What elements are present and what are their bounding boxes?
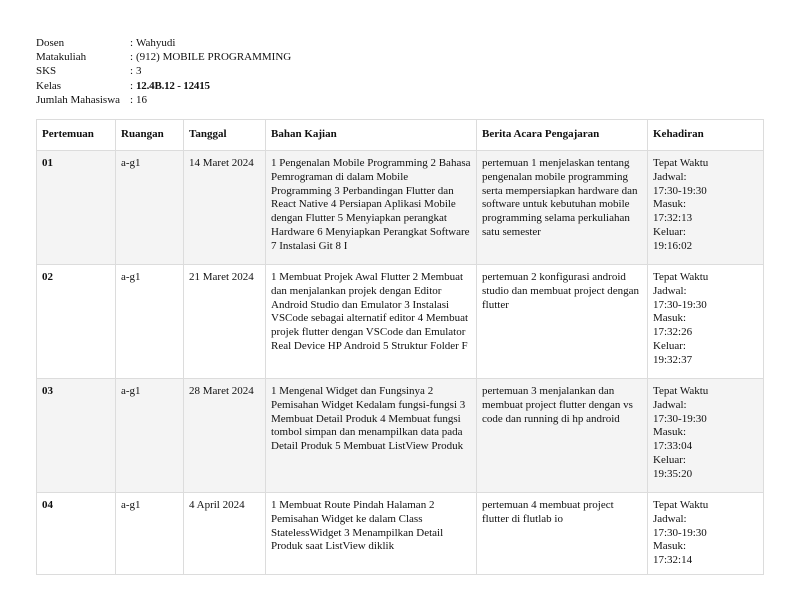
kehadiran-keluar: 19:32:37 — [653, 353, 693, 366]
info-label: Dosen — [36, 37, 65, 49]
kehadiran-keluar-label: Keluar: — [653, 225, 686, 238]
info-separator: : — [130, 93, 134, 106]
cell-ruangan: a-g1 — [116, 379, 184, 493]
header-ruangan: Ruangan — [116, 120, 184, 151]
cell-tanggal: 21 Maret 2024 — [184, 265, 266, 379]
cell-tanggal: 4 April 2024 — [184, 493, 266, 575]
cell-kehadiran — [648, 493, 764, 575]
cell-tanggal: 14 Maret 2024 — [184, 151, 266, 265]
kehadiran-masuk: 17:32:14 — [653, 554, 693, 567]
info-label: Jumlah Mahasiswa — [36, 93, 121, 106]
table-header-row — [37, 120, 764, 151]
kehadiran-jadwal: 17:30-19:30 — [653, 526, 707, 539]
kehadiran-jadwal: 17:30-19:30 — [653, 184, 707, 197]
kehadiran-keluar: 19:35:20 — [653, 467, 693, 480]
cell-pertemuan: 02 — [37, 265, 116, 379]
cell-pertemuan: 04 — [37, 493, 116, 575]
cell-pertemuan: 03 — [37, 379, 116, 493]
kehadiran-masuk-label: Masuk: — [653, 198, 686, 211]
header-kehadiran: Kehadiran — [648, 120, 764, 151]
info-value-dosen: Wahyudi — [136, 37, 176, 49]
cell-berita-acara: pertemuan 1 menjelaskan tentang pengenalan mobile programming serta mempersiapkan hardware dan software untuk kebutuhan mobile programming selama perkuliahan satu semester — [477, 151, 648, 265]
kehadiran-jadwal: 17:30-19:30 — [653, 298, 707, 311]
cell-bahan-kajian: 1 Mengenal Widget dan Fungsinya 2 Pemisahan Widget Kedalam fungsi-fungsi 3 Membuat Detail Produk 4 Membuat fungsi tombol simpan dan menampilkan data pada Detail Produk 5 Membuat ListView Produk — [266, 379, 477, 493]
kehadiran-masuk: 17:32:13 — [653, 212, 693, 225]
info-row-matakuliah — [36, 50, 291, 64]
attendance-table — [36, 119, 764, 575]
header-pertemuan: Pertemuan — [37, 120, 116, 151]
info-separator: : — [130, 79, 134, 92]
header-tanggal: Tanggal — [184, 120, 266, 151]
cell-kehadiran — [648, 151, 764, 265]
kehadiran-status: Tepat Waktu — [653, 499, 709, 511]
table-row — [37, 493, 764, 575]
info-label: Matakuliah — [36, 51, 87, 64]
table-row — [37, 379, 764, 493]
info-row-dosen — [36, 36, 291, 50]
cell-bahan-kajian: 1 Membuat Projek Awal Flutter 2 Membuat dan menjalankan projek dengan Editor Android Studio dan Emulator 3 Instalasi VSCode sebagai alternatif editor 4 Membuat projek flutter dengan VSCode dan Emulator Real Device HP Android 5 Struktur Folder F — [266, 265, 477, 379]
info-value-jumlah-mahasiswa: 16 — [136, 93, 147, 106]
kehadiran-keluar-label: Keluar: — [653, 339, 686, 352]
cell-ruangan: a-g1 — [116, 493, 184, 575]
cell-bahan-kajian: 1 Pengenalan Mobile Programming 2 Bahasa Pemrograman di dalam Mobile Programming 3 Perbandingan Flutter dan React Native 4 Persiapan Aplikasi Mobile dengan Flutter 5 Menyiapkan perangkat Hardware 6 Menyiapkan Perangkat Software 7 Instalasi Git 8 I — [266, 151, 477, 265]
info-row-sks — [36, 64, 291, 78]
kehadiran-jadwal-label: Jadwal: — [653, 170, 687, 183]
cell-pertemuan: 01 — [37, 151, 116, 265]
cell-bahan-kajian: 1 Membuat Route Pindah Halaman 2 Pemisahan Widget ke dalam Class StatelessWidget 3 Menampilkan Detail Produk saat ListView diklik — [266, 493, 477, 575]
info-separator: : — [130, 37, 134, 49]
cell-berita-acara: pertemuan 4 membuat project flutter di flutlab io — [477, 493, 648, 575]
kehadiran-jadwal-label: Jadwal: — [653, 512, 687, 525]
header-bahan-kajian: Bahan Kajian — [266, 120, 477, 151]
info-value-kelas: 12.4B.12 - 12415 — [136, 79, 210, 92]
info-value-matakuliah: (912) MOBILE PROGRAMMING — [136, 51, 292, 64]
info-value-sks: 3 — [136, 65, 142, 78]
cell-ruangan: a-g1 — [116, 265, 184, 379]
course-info — [36, 36, 291, 107]
kehadiran-masuk-label: Masuk: — [653, 540, 686, 553]
kehadiran-keluar-label: Keluar: — [653, 453, 686, 466]
kehadiran-masuk: 17:32:26 — [653, 326, 693, 339]
info-label: SKS — [36, 65, 57, 78]
kehadiran-jadwal-label: Jadwal: — [653, 284, 687, 297]
info-label: Kelas — [36, 79, 62, 92]
kehadiran-status: Tepat Waktu — [653, 271, 709, 283]
kehadiran-masuk: 17:33:04 — [653, 440, 693, 453]
header-berita-acara: Berita Acara Pengajaran — [477, 120, 648, 151]
cell-kehadiran — [648, 265, 764, 379]
cell-berita-acara: pertemuan 2 konfigurasi android studio dan membuat project dengan flutter — [477, 265, 648, 379]
cell-kehadiran — [648, 379, 764, 493]
kehadiran-jadwal: 17:30-19:30 — [653, 412, 707, 425]
info-row-kelas — [36, 79, 291, 93]
cell-tanggal: 28 Maret 2024 — [184, 379, 266, 493]
table-row — [37, 265, 764, 379]
info-separator: : — [130, 65, 134, 78]
info-row-jumlah-mahasiswa — [36, 93, 291, 107]
info-separator: : — [130, 51, 134, 64]
kehadiran-status: Tepat Waktu — [653, 157, 709, 169]
kehadiran-masuk-label: Masuk: — [653, 312, 686, 325]
cell-ruangan: a-g1 — [116, 151, 184, 265]
kehadiran-jadwal-label: Jadwal: — [653, 398, 687, 411]
table-row — [37, 151, 764, 265]
kehadiran-status: Tepat Waktu — [653, 385, 709, 397]
kehadiran-keluar: 19:16:02 — [653, 239, 693, 252]
cell-berita-acara: pertemuan 3 menjalankan dan membuat project flutter dengan vs code dan running di hp android — [477, 379, 648, 493]
kehadiran-masuk-label: Masuk: — [653, 426, 686, 439]
